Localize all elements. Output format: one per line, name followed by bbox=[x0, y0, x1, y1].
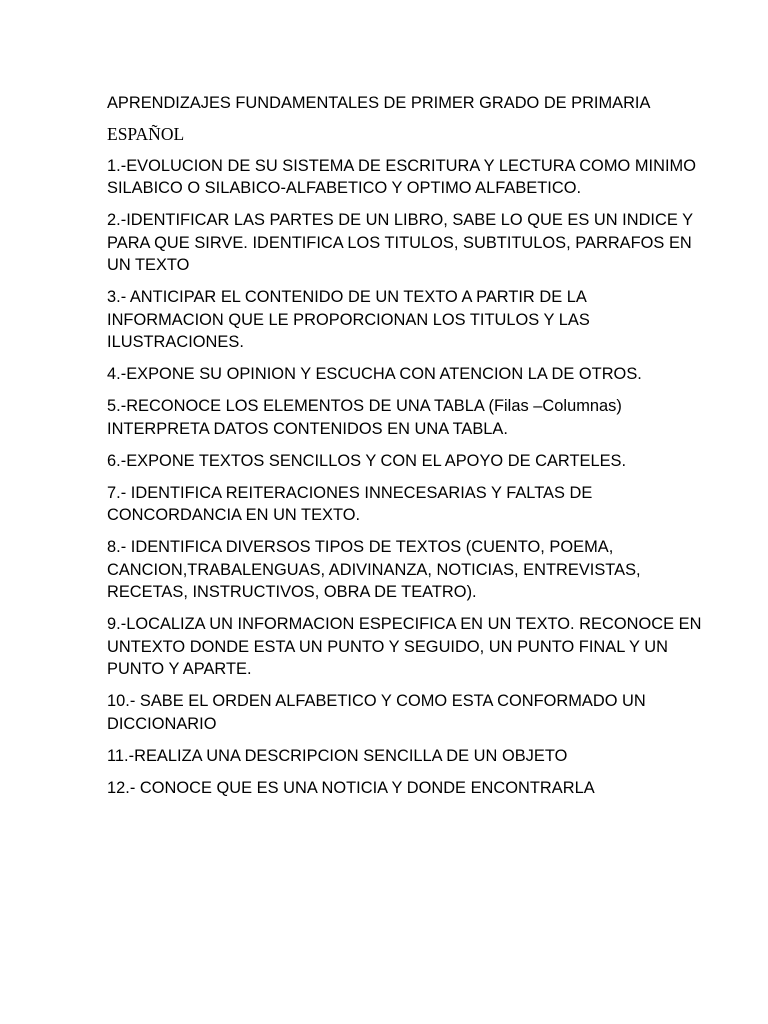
list-item: 5.-RECONOCE LOS ELEMENTOS DE UNA TABLA (Filas –Columnas) INTERPRETA DATOS CONTENIDOS EN UNA TABLA. bbox=[107, 397, 622, 438]
list-item: 7.- IDENTIFICA REITERACIONES INNECESARIAS Y FALTAS DE CONCORDANCIA EN UN TEXTO. bbox=[107, 483, 593, 524]
list-item: 12.- CONOCE QUE ES UNA NOTICIA Y DONDE ENCONTRARLA bbox=[107, 778, 595, 797]
list-item: 4.-EXPONE SU OPINION Y ESCUCHA CON ATENCION LA DE OTROS. bbox=[107, 365, 642, 383]
document-title: APRENDIZAJES FUNDAMENTALES DE PRIMER GRADO DE PRIMARIA bbox=[107, 94, 651, 112]
list-item: 8.- IDENTIFICA DIVERSOS TIPOS DE TEXTOS (CUENTO, POEMA, CANCION,TRABALENGUAS, ADIVINANZA, NOTICIAS, ENTREVISTAS, RECETAS, INSTRUCTIVOS, OBRA DE TEATRO). bbox=[107, 538, 641, 601]
list-item: 10.- SABE EL ORDEN ALFABETICO Y COMO ESTA CONFORMADO UN DICCIONARIO bbox=[107, 692, 646, 733]
list-item: 2.-IDENTIFICAR LAS PARTES DE UN LIBRO, SABE LO QUE ES UN INDICE Y PARA QUE SIRVE. IDENTIFICA LOS TITULOS, SUBTITULOS, PARRAFOS EN UN TEXTO bbox=[107, 211, 693, 274]
list-item: 3.- ANTICIPAR EL CONTENIDO DE UN TEXTO A PARTIR DE LA INFORMACION QUE LE PROPORCIONAN LOS TITULOS Y LAS ILUSTRACIONES. bbox=[107, 288, 590, 351]
subject-heading: ESPAÑOL bbox=[107, 123, 185, 144]
list-item: 11.-REALIZA UNA DESCRIPCION SENCILLA DE UN OBJETO bbox=[107, 746, 568, 765]
list-item: 6.-EXPONE TEXTOS SENCILLOS Y CON EL APOYO DE CARTELES. bbox=[107, 451, 627, 470]
list-item: 1.-EVOLUCION DE SU SISTEMA DE ESCRITURA Y LECTURA COMO MINIMO SILABICO O SILABICO-ALFABETICO Y OPTIMO ALFABETICO. bbox=[107, 156, 696, 197]
document-content bbox=[107, 92, 707, 809]
list-item: 9.-LOCALIZA UN INFORMACION ESPECIFICA EN UN TEXTO. RECONOCE EN UNTEXTO DONDE ESTA UN PUNTO Y SEGUIDO, UN PUNTO FINAL Y UN PUNTO Y APARTE. bbox=[107, 615, 702, 678]
learning-list bbox=[107, 155, 707, 800]
